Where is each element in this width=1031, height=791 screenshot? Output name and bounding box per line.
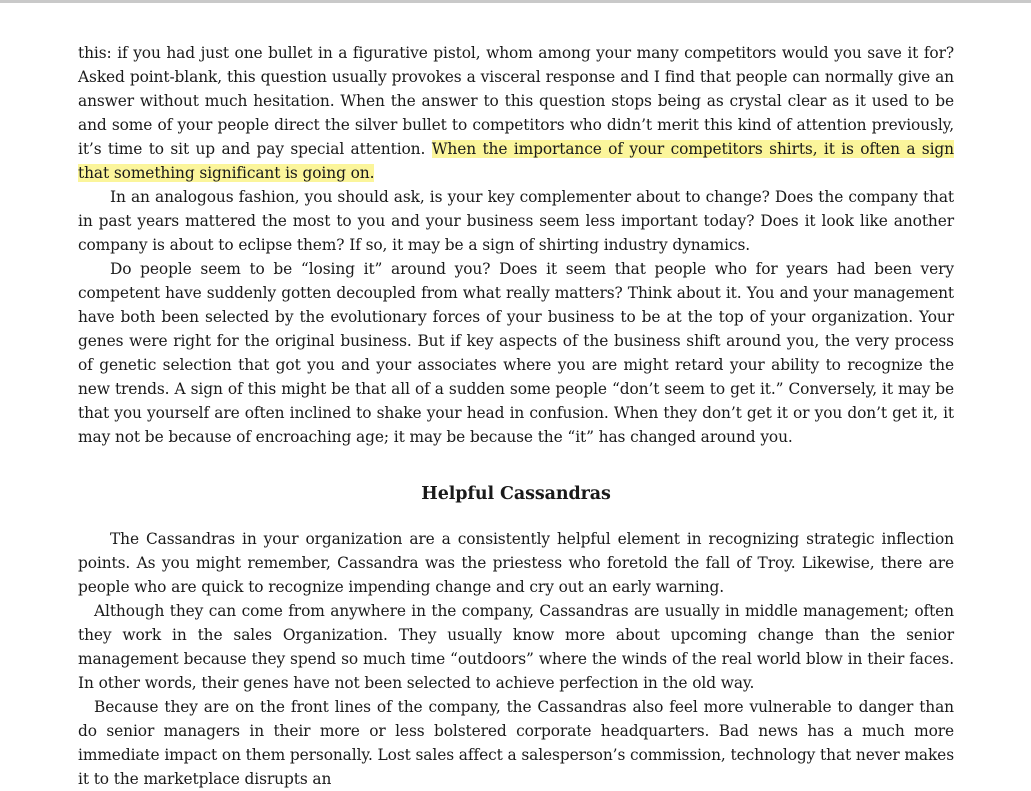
paragraph-competitors [78,41,954,185]
paragraph-complementer: In an analogous fashion, you should ask, is your key complementer about to change? Does the company that in past years mattered the most to you and your business seem less important today? Does it look like another company is about to eclipse them? If so, it may be a sign of shirting industry dynamics. [78,188,954,254]
highlighted-sentence[interactable]: When the importance of your competitors shirts, it is often a sign that something significant is going on. [78,140,954,182]
paragraph-middle-management: Although they can come from anywhere in the company, Cassandras are usually in middle management; often they work in the sales Organization. They usually know more about upcoming change than the senior management because they spend so much time “outdoors” where the winds of the real world blow in their faces. In other words, their genes have not been selected to achieve perfection in the old way. [78,602,954,692]
section-heading: Helpful Cassandras [421,484,611,504]
window-top-border [0,0,1031,3]
paragraph-front-lines: Because they are on the front lines of the company, the Cassandras also feel more vulnerable to danger than do senior managers in their more or less bolstered corporate headquarters. Bad news has a much more immediate impact on them personally. Lost sales affect a salesperson’s commission, technology that never makes it to the marketplace disrupts an [78,698,954,788]
paragraph-text: this: if you had just one bullet in a figurative pistol, whom among your many competitors would you save it for? Asked point-blank, this question usually provokes a visceral response and I find that people can normally give an answer without much hesitation. When the answer to this question stops being as crystal clear as it used to be and some of your people direct the silver bullet to competitors who didn’t merit this kind of attention previously, it’s time to sit up and pay special attention. [78,44,954,158]
document-page [78,41,954,791]
paragraph-losing-it: Do people seem to be “losing it” around you? Does it seem that people who for years had been very competent have suddenly gotten decoupled from what really matters? Think about it. You and your management have both been selected by the evolutionary forces of your business to be at the top of your organization. Your genes were right for the original business. But if key aspects of the business shift around you, the very process of genetic selection that got you and your associates where you are might retard your ability to recognize the new trends. A sign of this might be that all of a sudden some people “don’t seem to get it.” Conversely, it may be that you yourself are often inclined to shake your head in confusion. When they don’t get it or you don’t get it, it may not be because of encroaching age; it may be because the “it” has changed around you. [78,260,954,446]
paragraph-cassandras-intro: The Cassandras in your organization are a consistently helpful element in recognizing strategic inflection points. As you might remember, Cassandra was the priestess who foretold the fall of Troy. Likewise, there are people who are quick to recognize impending change and cry out an early warning. [78,530,954,596]
